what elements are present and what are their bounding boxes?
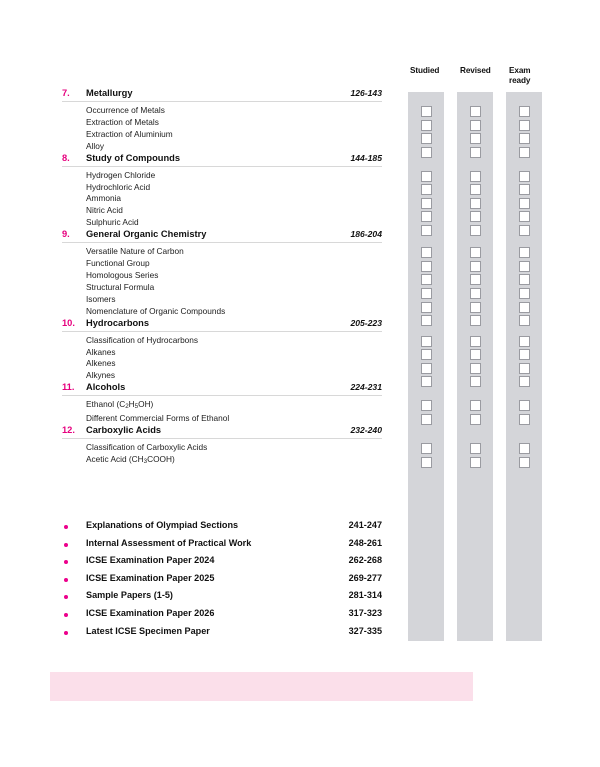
chapter-number: 8. bbox=[62, 152, 70, 163]
checkbox[interactable] bbox=[421, 400, 432, 411]
checkbox[interactable] bbox=[470, 457, 481, 468]
checkbox[interactable] bbox=[421, 106, 432, 117]
checkbox[interactable] bbox=[470, 315, 481, 326]
chapter-subitem: Alloy bbox=[86, 140, 104, 151]
chapter-title: Alcohols bbox=[86, 382, 126, 393]
chapter-subitem: Alkynes bbox=[86, 370, 116, 381]
chapter-title: Study of Compounds bbox=[86, 152, 180, 163]
checkbox[interactable] bbox=[470, 211, 481, 222]
checkbox-group bbox=[506, 400, 542, 427]
chapter-subitem: Ethanol $(C_2H_5OH)$ bbox=[86, 399, 154, 411]
chapter-page-range: 205-223 bbox=[350, 317, 382, 328]
tracker-header-exam-ready: Exam ready bbox=[509, 66, 531, 85]
checkbox[interactable] bbox=[470, 198, 481, 209]
checkbox[interactable] bbox=[421, 225, 432, 236]
chapter-block bbox=[62, 88, 382, 153]
chapter-subitem-list bbox=[62, 170, 382, 230]
chapter-page-range: 186-204 bbox=[350, 229, 382, 240]
chapter-subitem: Ammonia bbox=[86, 193, 122, 204]
chapter-subitem: Classification of Carboxylic Acids bbox=[86, 442, 208, 453]
bullet-icon bbox=[64, 631, 68, 635]
checkbox[interactable] bbox=[470, 247, 481, 258]
chapter-subitem: Homologous Series bbox=[86, 269, 159, 280]
supplementary-label: ICSE Examination Paper 2026 bbox=[86, 607, 215, 618]
checkbox[interactable] bbox=[421, 414, 432, 425]
checkbox[interactable] bbox=[421, 120, 432, 131]
checkbox[interactable] bbox=[519, 288, 530, 299]
chapter-subitem: Functional Group bbox=[86, 258, 150, 269]
checkbox[interactable] bbox=[519, 247, 530, 258]
footer-accent-band bbox=[50, 672, 473, 701]
chapter-subitem: Hydrochloric Acid bbox=[86, 181, 151, 192]
checkbox[interactable] bbox=[519, 349, 530, 360]
chapter-block bbox=[62, 318, 382, 383]
tracker-header-revised: Revised bbox=[460, 66, 491, 75]
chapter-block bbox=[62, 153, 382, 230]
tracker-column-exam-ready bbox=[506, 92, 542, 641]
checkbox-group bbox=[408, 400, 444, 427]
supplementary-page-range: 269-277 bbox=[348, 572, 382, 583]
chapter-title: General Organic Chemistry bbox=[86, 229, 207, 240]
checkbox[interactable] bbox=[519, 147, 530, 158]
checkbox[interactable] bbox=[421, 336, 432, 347]
chapter-subitem: Extraction of Metals bbox=[86, 116, 159, 127]
checkbox[interactable] bbox=[470, 414, 481, 425]
checkbox[interactable] bbox=[421, 302, 432, 313]
checkbox[interactable] bbox=[519, 171, 530, 182]
checkbox[interactable] bbox=[470, 225, 481, 236]
supplementary-page-range: 317-323 bbox=[348, 607, 382, 618]
checkbox[interactable] bbox=[519, 302, 530, 313]
checkbox[interactable] bbox=[470, 147, 481, 158]
checkbox[interactable] bbox=[519, 133, 530, 144]
checkbox-group bbox=[457, 171, 493, 239]
checkbox[interactable] bbox=[519, 261, 530, 272]
chapter-block bbox=[62, 425, 382, 468]
checkbox[interactable] bbox=[470, 133, 481, 144]
supplementary-row[interactable] bbox=[62, 590, 382, 608]
checkbox[interactable] bbox=[421, 171, 432, 182]
checkbox-group bbox=[457, 106, 493, 160]
chapter-subitem: Extraction of Aluminium bbox=[86, 128, 173, 139]
checkbox[interactable] bbox=[421, 198, 432, 209]
chapter-number: 9. bbox=[62, 229, 70, 240]
checkbox[interactable] bbox=[519, 120, 530, 131]
checkbox[interactable] bbox=[421, 376, 432, 387]
bullet-icon bbox=[64, 595, 68, 599]
chapter-title: Hydrocarbons bbox=[86, 317, 150, 328]
checkbox[interactable] bbox=[421, 211, 432, 222]
checkbox[interactable] bbox=[519, 336, 530, 347]
checkbox[interactable] bbox=[519, 414, 530, 425]
checkbox[interactable] bbox=[470, 376, 481, 387]
checkbox[interactable] bbox=[470, 288, 481, 299]
checkbox[interactable] bbox=[421, 315, 432, 326]
supplementary-label: ICSE Examination Paper 2025 bbox=[86, 572, 215, 583]
checkbox[interactable] bbox=[421, 288, 432, 299]
checkbox[interactable] bbox=[421, 274, 432, 285]
chapter-subitem: Hydrogen Chloride bbox=[86, 169, 156, 180]
supplementary-row[interactable] bbox=[62, 520, 382, 538]
chapter-title: Metallurgy bbox=[86, 88, 133, 98]
chapter-heading-row[interactable] bbox=[62, 382, 382, 396]
chapter-subitem-list bbox=[62, 442, 382, 468]
supplementary-page-range: 248-261 bbox=[348, 537, 382, 548]
chapter-subitem: Different Commercial Forms of Ethanol bbox=[86, 413, 230, 424]
checkbox[interactable] bbox=[519, 400, 530, 411]
checkbox-group bbox=[506, 171, 542, 239]
checkbox[interactable] bbox=[421, 147, 432, 158]
supplementary-page-range: 262-268 bbox=[348, 555, 382, 566]
checkbox[interactable] bbox=[470, 349, 481, 360]
bullet-icon bbox=[64, 560, 68, 564]
checkbox[interactable] bbox=[470, 363, 481, 374]
chapter-subitem-list bbox=[62, 335, 382, 383]
checkbox[interactable] bbox=[421, 184, 432, 195]
checkbox[interactable] bbox=[470, 171, 481, 182]
supplementary-page-range: 327-335 bbox=[348, 625, 382, 636]
checkbox-group bbox=[506, 247, 542, 329]
chapter-number: 11. bbox=[62, 382, 75, 393]
checkbox-group bbox=[408, 171, 444, 239]
checkbox[interactable] bbox=[470, 184, 481, 195]
table-of-contents bbox=[62, 88, 382, 468]
checkbox[interactable] bbox=[421, 261, 432, 272]
checkbox-group bbox=[408, 443, 444, 470]
checkbox-group bbox=[408, 106, 444, 160]
chapter-subitem: Isomers bbox=[86, 293, 116, 304]
checkbox[interactable] bbox=[519, 198, 530, 209]
supplementary-label: Latest ICSE Specimen Paper bbox=[86, 625, 210, 636]
checkbox[interactable] bbox=[421, 457, 432, 468]
checkbox[interactable] bbox=[519, 363, 530, 374]
chapter-subitem: Nitric Acid bbox=[86, 205, 123, 216]
checkbox[interactable] bbox=[470, 261, 481, 272]
tracker-column-studied bbox=[408, 92, 444, 641]
supplementary-label: Internal Assessment of Practical Work bbox=[86, 537, 252, 548]
checkbox[interactable] bbox=[519, 106, 530, 117]
checkbox[interactable] bbox=[470, 443, 481, 454]
chapter-subitem: Versatile Nature of Carbon bbox=[86, 246, 184, 257]
checkbox[interactable] bbox=[470, 302, 481, 313]
bullet-icon bbox=[64, 543, 68, 547]
checkbox[interactable] bbox=[470, 336, 481, 347]
chapter-subitem: Acetic Acid $(CH_3COOH)$ bbox=[86, 453, 175, 465]
chapter-subitem: Alkenes bbox=[86, 358, 116, 369]
checkbox-group bbox=[506, 443, 542, 470]
tracker-column-revised bbox=[457, 92, 493, 641]
tracker-header-row bbox=[404, 66, 574, 92]
chapter-subitem-list bbox=[62, 105, 382, 153]
chapter-subitem: Sulphuric Acid bbox=[86, 217, 139, 228]
bullet-icon bbox=[64, 525, 68, 529]
supplementary-row[interactable] bbox=[62, 573, 382, 591]
chapter-subitem: Classification of Hydrocarbons bbox=[86, 334, 199, 345]
checkbox-group bbox=[506, 106, 542, 160]
chapter-heading-row[interactable] bbox=[62, 425, 382, 439]
chapter-subitem: Alkanes bbox=[86, 346, 116, 357]
supplementary-page-range: 241-247 bbox=[348, 520, 382, 530]
supplementary-label: Explanations of Olympiad Sections bbox=[86, 520, 239, 530]
checkbox[interactable] bbox=[519, 457, 530, 468]
checkbox[interactable] bbox=[421, 247, 432, 258]
chapter-subitem: Nomenclature of Organic Compounds bbox=[86, 305, 226, 316]
chapter-heading-row[interactable] bbox=[62, 88, 382, 102]
checkbox-group bbox=[457, 400, 493, 427]
checkbox[interactable] bbox=[421, 349, 432, 360]
chapter-number: 12. bbox=[62, 425, 75, 436]
checkbox[interactable] bbox=[470, 400, 481, 411]
chapter-heading-row[interactable] bbox=[62, 153, 382, 167]
chapter-heading-row[interactable] bbox=[62, 318, 382, 332]
checkbox[interactable] bbox=[421, 443, 432, 454]
checkbox[interactable] bbox=[519, 225, 530, 236]
checkbox[interactable] bbox=[421, 133, 432, 144]
checkbox-group bbox=[457, 336, 493, 390]
checkbox[interactable] bbox=[519, 184, 530, 195]
checkbox-group bbox=[408, 336, 444, 390]
chapter-block bbox=[62, 229, 382, 317]
supplementary-row[interactable] bbox=[62, 538, 382, 556]
chapter-heading-row[interactable] bbox=[62, 229, 382, 243]
checkbox[interactable] bbox=[519, 274, 530, 285]
checkbox[interactable] bbox=[470, 106, 481, 117]
chapter-subitem-list bbox=[62, 246, 382, 317]
checkbox[interactable] bbox=[519, 376, 530, 387]
chapter-page-range: 224-231 bbox=[350, 382, 382, 393]
supplementary-row[interactable] bbox=[62, 555, 382, 573]
checkbox[interactable] bbox=[519, 315, 530, 326]
progress-tracker bbox=[404, 66, 574, 641]
supplementary-row[interactable] bbox=[62, 608, 382, 626]
supplementary-row[interactable] bbox=[62, 626, 382, 644]
chapter-title: Carboxylic Acids bbox=[86, 425, 162, 436]
chapter-subitem-list bbox=[62, 399, 382, 425]
checkbox-group bbox=[408, 247, 444, 329]
checkbox[interactable] bbox=[519, 211, 530, 222]
chapter-block bbox=[62, 382, 382, 425]
checkbox[interactable] bbox=[421, 363, 432, 374]
supplementary-label: Sample Papers (1-5) bbox=[86, 590, 173, 601]
chapter-number: 7. bbox=[62, 88, 70, 98]
supplementary-page-range: 281-314 bbox=[348, 590, 382, 601]
chapter-page-range: 232-240 bbox=[350, 425, 382, 436]
chapter-page-range: 144-185 bbox=[350, 152, 382, 163]
checkbox[interactable] bbox=[470, 274, 481, 285]
checkbox[interactable] bbox=[470, 120, 481, 131]
supplementary-sections-list bbox=[62, 520, 382, 643]
chapter-page-range: 126-143 bbox=[350, 88, 382, 98]
bullet-icon bbox=[64, 578, 68, 582]
checkbox-group bbox=[506, 336, 542, 390]
supplementary-label: ICSE Examination Paper 2024 bbox=[86, 555, 215, 566]
bullet-icon bbox=[64, 613, 68, 617]
chapter-number: 10. bbox=[62, 317, 75, 328]
chapter-subitem: Structural Formula bbox=[86, 281, 155, 292]
chapter-subitem: Occurrence of Metals bbox=[86, 105, 165, 115]
checkbox-group bbox=[457, 247, 493, 329]
checkbox-group bbox=[457, 443, 493, 470]
tracker-header-studied: Studied bbox=[410, 66, 440, 75]
checkbox[interactable] bbox=[519, 443, 530, 454]
